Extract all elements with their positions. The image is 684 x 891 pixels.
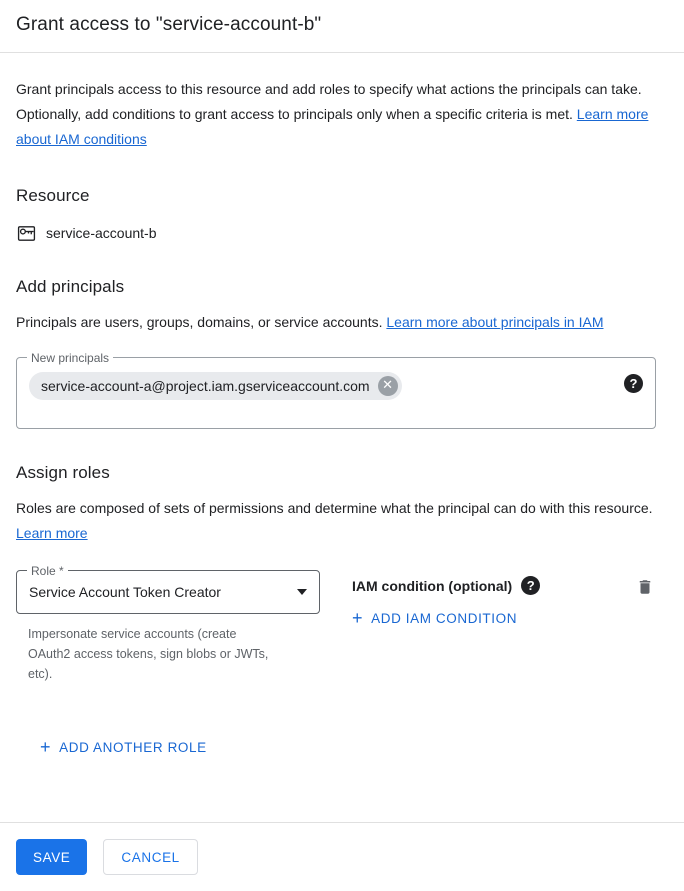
roles-description-body: Roles are composed of sets of permissions and determine what the principal can do with this resource. <box>16 500 653 516</box>
add-another-role-button[interactable] <box>40 738 207 756</box>
add-iam-condition-label: ADD IAM CONDITION <box>371 610 518 626</box>
roles-learn-more-link[interactable]: Learn more <box>16 525 88 541</box>
add-another-role-row <box>40 724 668 758</box>
dialog-header <box>0 0 684 53</box>
role-select-value: Service Account Token Creator <box>29 584 221 600</box>
role-column <box>16 564 320 684</box>
iam-condition-column <box>352 570 592 629</box>
principal-chip-label: service-account-a@project.iam.gserviceaccount.com <box>41 378 370 394</box>
plus-icon: + <box>40 737 52 757</box>
iam-condition-header <box>352 576 592 595</box>
role-select-label: Role * <box>27 563 68 579</box>
iam-condition-title: IAM condition (optional) <box>352 577 513 594</box>
dialog-body <box>0 77 684 758</box>
delete-role-column <box>636 570 668 601</box>
close-icon[interactable]: ✕ <box>378 376 398 396</box>
chevron-down-icon[interactable] <box>297 589 307 595</box>
page-title: Grant access to "service-account-b" <box>16 14 322 35</box>
add-iam-condition-button[interactable] <box>352 609 517 627</box>
cancel-button[interactable]: CANCEL <box>103 839 197 875</box>
roles-description <box>16 496 661 546</box>
iam-conditions-link[interactable]: Learn more about IAM conditions <box>16 106 649 147</box>
plus-icon: + <box>352 608 364 628</box>
service-account-icon <box>16 223 36 243</box>
principals-description-body: Principals are users, groups, domains, or service accounts. <box>16 314 387 330</box>
role-select[interactable] <box>16 564 320 614</box>
intro-text-body: Grant principals access to this resource and add roles to specify what actions the principals can take. Optionally, add conditions to grant access to principals only when a specific criteria is met. <box>16 81 642 122</box>
new-principals-field[interactable] <box>16 351 656 429</box>
add-principals-heading: Add principals <box>16 277 125 296</box>
assign-roles-heading: Assign roles <box>16 463 110 482</box>
new-principals-label: New principals <box>27 350 113 366</box>
help-icon[interactable]: ? <box>624 374 643 393</box>
principal-chip[interactable] <box>29 372 402 400</box>
role-row <box>16 564 668 684</box>
resource-name: service-account-b <box>46 225 157 241</box>
intro-text <box>16 77 661 152</box>
resource-row <box>16 223 668 243</box>
principals-description <box>16 310 661 335</box>
dialog-footer <box>0 822 684 891</box>
save-button[interactable]: SAVE <box>16 839 87 875</box>
add-another-role-label: ADD ANOTHER ROLE <box>59 739 207 755</box>
principals-in-iam-link[interactable]: Learn more about principals in IAM <box>386 314 604 330</box>
role-description: Impersonate service accounts (create OAuth2 access tokens, sign blobs or JWTs, etc). <box>28 627 269 681</box>
resource-heading: Resource <box>16 186 90 205</box>
help-icon[interactable]: ? <box>521 576 540 595</box>
trash-icon[interactable] <box>636 578 656 598</box>
